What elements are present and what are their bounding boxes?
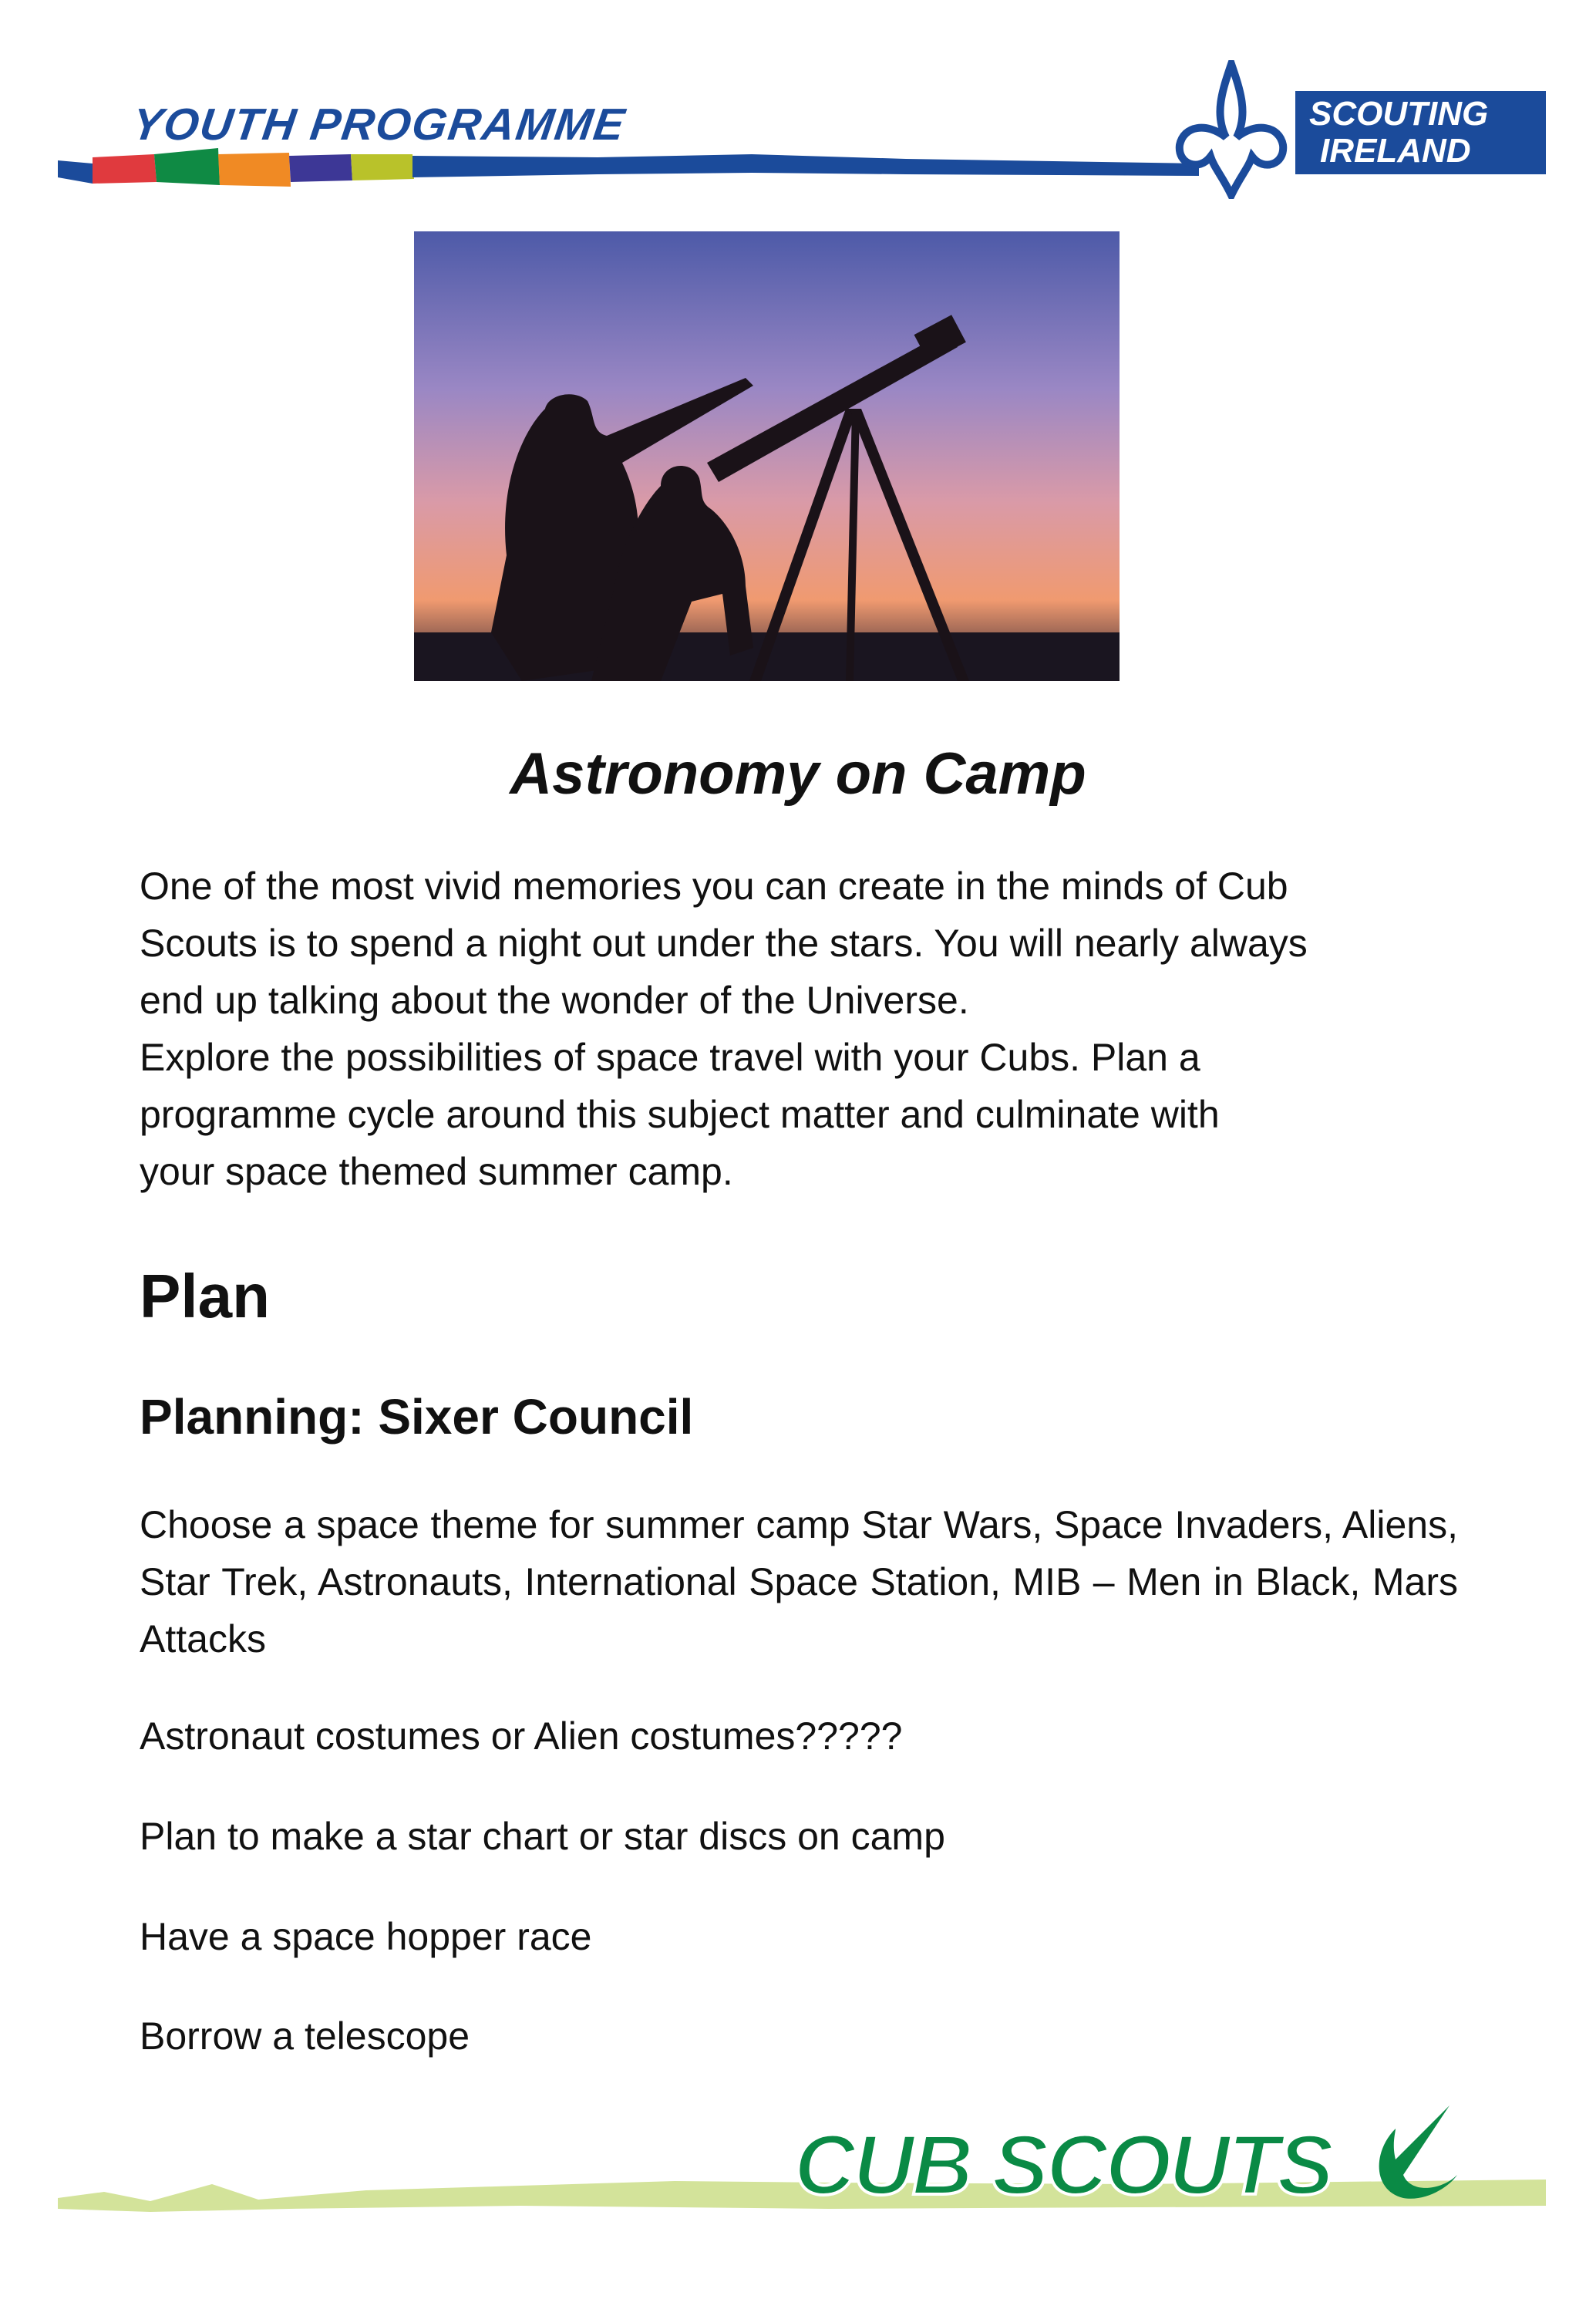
plan-item: Plan to make a star chart or star discs on camp (140, 1815, 945, 1858)
intro-line: end up talking about the wonder of the Universe. (140, 979, 969, 1022)
plan-item: Borrow a telescope (140, 2014, 470, 2058)
intro-paragraph (140, 858, 1458, 1200)
theme-paragraph: Choose a space theme for summer camp Star Wars, Space Invaders, Aliens, Star Trek, Astronauts, International Space Station, MIB – Men in Black, Mars Attacks (140, 1503, 1458, 1660)
intro-line: Scouts is to spend a night out under the stars. You will nearly always (140, 922, 1308, 965)
cub-scouts-logo-text: CUB SCOUTS (794, 2118, 1334, 2213)
logo-line-2: IRELAND (1320, 132, 1471, 170)
telescope-photo (414, 231, 1120, 681)
cub-scouts-logo (786, 2098, 1480, 2213)
intro-line: Explore the possibilities of space travel with your Cubs. Plan a (140, 1036, 1200, 1079)
header-color-stripe (58, 147, 1199, 193)
intro-line: programme cycle around this subject matter and culminate with (140, 1093, 1220, 1136)
planning-subheading: Planning: Sixer Council (140, 1389, 694, 1445)
intro-line: your space themed summer camp. (140, 1150, 733, 1193)
cub-emblem-icon (1379, 2105, 1457, 2199)
youth-programme-title: YOUTH PROGRAMME (129, 99, 629, 150)
plan-heading: Plan (140, 1262, 270, 1330)
scouting-ireland-logo (1295, 91, 1546, 174)
intro-line: One of the most vivid memories you can create in the minds of Cub (140, 865, 1288, 908)
plan-item: Astronaut costumes or Alien costumes????? (140, 1714, 903, 1758)
plan-item: Have a space hopper race (140, 1915, 592, 1958)
document-title: Astronomy on Camp (510, 741, 1086, 807)
logo-line-1: SCOUTING (1309, 95, 1489, 133)
